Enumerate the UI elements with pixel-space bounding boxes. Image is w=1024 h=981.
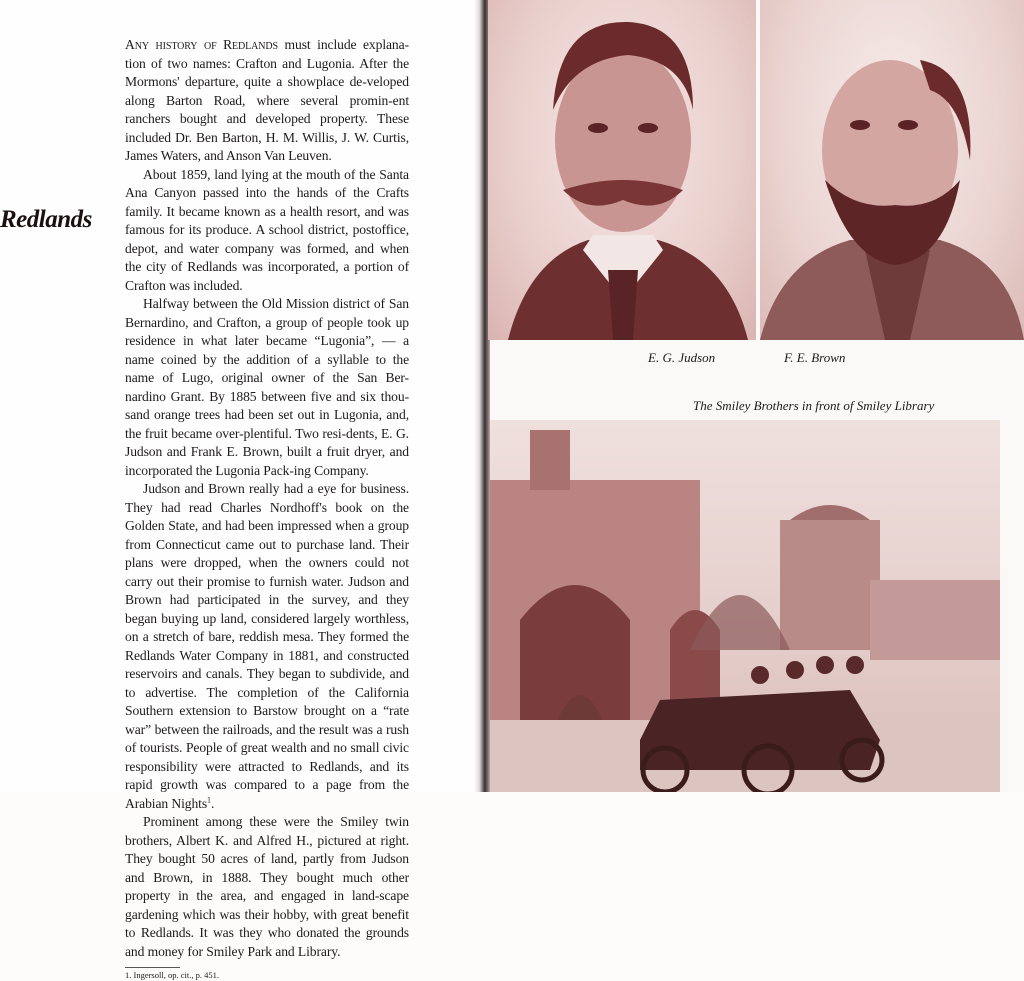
- smiley-library-image: [490, 420, 1000, 792]
- footnote-rule: [125, 967, 180, 968]
- footnote: 1. Ingersoll, op. cit., p. 451.: [125, 970, 219, 980]
- paragraph: About 1859, land lying at the mouth of the Santa Ana Canyon passed into the hands of the Crafts family. It became known as a health resort, and was famous for its produce. A school district, postoffice, depot, and water company was formed, and when the city of Redlands was incorporated, a portion of Crafton was included.: [125, 166, 409, 293]
- lead-in: Any history of Redlands: [125, 37, 279, 52]
- portrait-brown-image: [760, 0, 1024, 340]
- right-page: [490, 0, 1024, 792]
- paragraph: Prominent among these were the Smiley twin brothers, Albert K. and Alfred H., pictured at right. They bought 50 acres of land, partly from Judson and Brown, in 1888. They bought much other property in the area, and engaged in land-scape gardening which was their hobby, with great benefit to Redlands. It was they who donated the grounds and money for Smiley Park and Library.: [125, 814, 409, 959]
- left-page: [0, 0, 482, 980]
- paragraph-text: must include explana-tion of two names: Crafton and Lugonia. After the Mormons' departure, quite a showplace de-veloped along Barton Road, where several promin-ent ranchers bought and developed property. These included Dr. Ben Barton, H. M. Willis, J. W. Curtis, James Waters, and Anson Van Leuven.: [125, 37, 409, 163]
- paragraph-text: Judson and Brown really had a eye for business. They had read Charles Nordhoff's book on the Golden State, and had been impressed when a group from Connecticut came out to purchase land. Their plans were dropped, when the owners could not carry out their promise to furnish water. Judson and Brown had participated in the survey, and they began buying up land, considered largely worthless, on a stretch of bare, reddish mesa. They formed the Redlands Water Company in 1881, and constructed reservoirs and canals. They began to subdivide, and to advertise. The completion of the California Southern extension to Barstow brought on a “rate war” between the railroads, and the result was a rush of tourists. People of great wealth and no small civic responsibility were attracted to Redlands, and its rapid growth was compared to a page from the Arabian Nights: [125, 481, 409, 811]
- body-text: [125, 36, 409, 961]
- portrait-judson: [488, 0, 756, 340]
- caption-judson: E. G. Judson: [648, 350, 716, 365]
- paragraph: [125, 36, 409, 166]
- smiley-library-photo: [490, 420, 1000, 792]
- chapter-title: Redlands: [0, 206, 92, 233]
- paragraph: Halfway between the Old Mission district of San Bernardino, and Crafton, a group of people took up residence in what later became “Lugonia”, — a name coined by the addition of a syllable to the name of Lugo, original owner of the San Ber-nardino Grant. By 1885 between five and six thou-sand orange trees had been set out in Lugonia, and, the fruit became over-plentiful. Two resi-dents, E. G. Judson and Frank E. Brown, built a fruit dryer, and incorporated the Lugonia Pack-ing Company.: [125, 296, 409, 478]
- caption-brown: F. E. Brown: [784, 350, 846, 365]
- portrait-judson-image: [488, 0, 756, 340]
- caption-library: The Smiley Brothers in front of Smiley Library: [693, 398, 935, 413]
- paragraph-tail: .: [210, 795, 215, 811]
- paragraph: [125, 480, 409, 813]
- portrait-brown: [760, 0, 1024, 340]
- footnote-ref: 1: [207, 794, 211, 804]
- text-column: [125, 36, 409, 981]
